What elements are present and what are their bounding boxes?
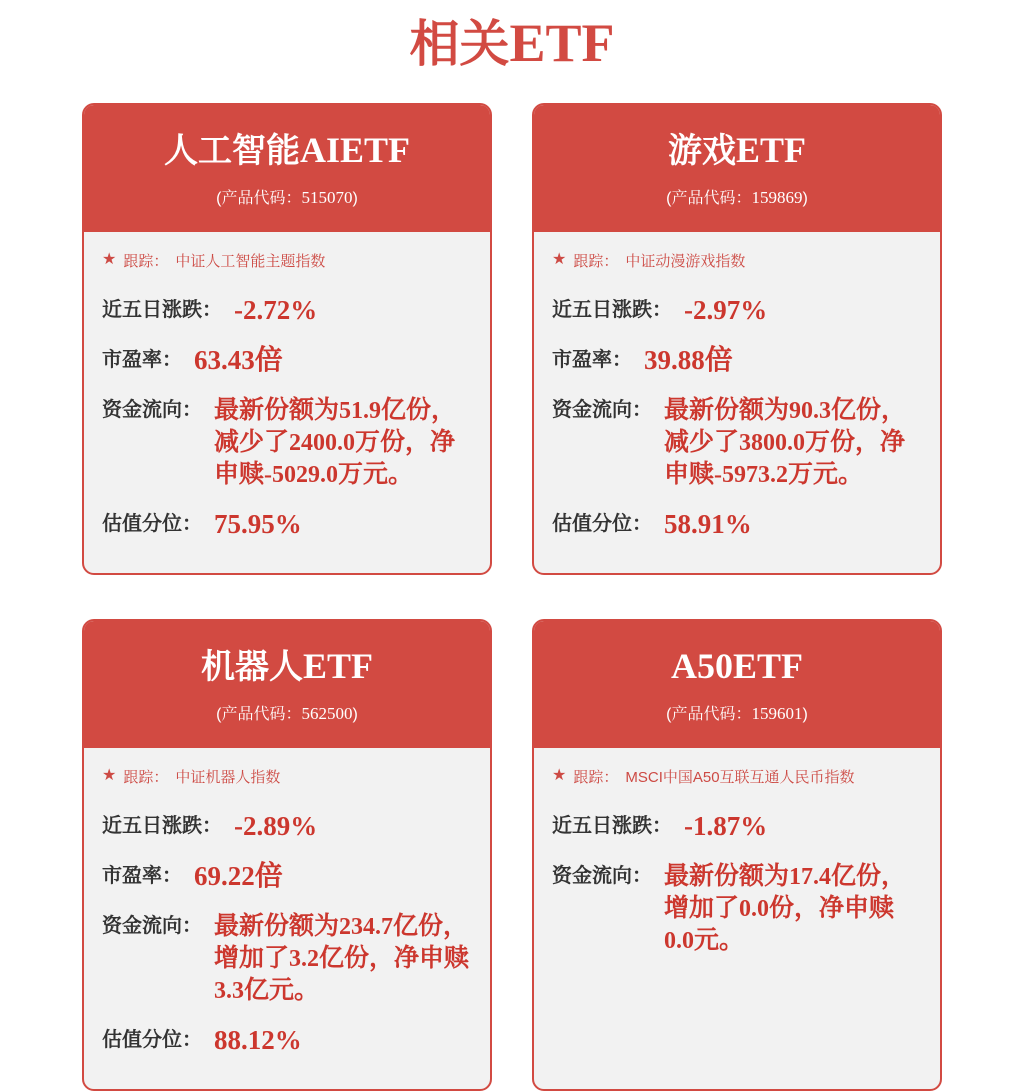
valuation-row: [102, 1025, 470, 1056]
valuation-label: 估值分位：: [102, 513, 202, 536]
flow-segment: 90.3: [789, 398, 832, 425]
card-body: [84, 748, 490, 1089]
product-code-prefix: (产品代码：: [666, 705, 752, 723]
product-code-suffix: ): [802, 705, 808, 723]
pe-number: 69.22: [194, 861, 255, 892]
etf-card: [532, 103, 942, 575]
pe-row: [102, 861, 470, 892]
etf-name: [94, 131, 480, 171]
flow-segment: -5973.2: [714, 461, 789, 488]
flow-segment: 万份，净申赎: [664, 427, 906, 488]
pe-label: 市盈率：: [102, 349, 182, 372]
product-code-suffix: ): [352, 705, 358, 723]
track-label: 跟踪：: [123, 768, 169, 786]
product-code: [94, 701, 480, 724]
product-code-number: 159869: [751, 187, 803, 207]
valuation-label: 估值分位：: [552, 513, 652, 536]
flow-segment: 亿份，减少了: [214, 396, 457, 456]
flow-segment: 万元。: [788, 459, 864, 488]
valuation-value: 88.12%: [214, 1025, 302, 1056]
pe-unit: 倍: [254, 860, 283, 892]
flow-segment: 3.2: [289, 945, 320, 972]
pe-value: [194, 345, 283, 376]
etf-name: [544, 647, 930, 687]
change-row: [102, 811, 470, 842]
flow-segment: 17.4: [789, 864, 832, 891]
flow-segment: 亿元。: [244, 975, 320, 1004]
flow-segment: 亿份，增加了: [214, 912, 469, 972]
flow-segment: 最新份额为: [214, 396, 340, 425]
pe-row: [102, 345, 470, 376]
product-code-prefix: (产品代码：: [216, 189, 302, 207]
flow-value: [664, 395, 920, 490]
valuation-row: [102, 509, 470, 540]
pe-row: [552, 345, 920, 376]
track-index: 中证人工智能主题指数: [175, 252, 326, 270]
etf-card-grid: [82, 103, 942, 1091]
flow-segment: -5029.0: [264, 461, 339, 488]
valuation-value: 58.91%: [664, 509, 752, 540]
etf-name-en: A50ETF: [670, 646, 803, 687]
flow-value: [664, 861, 920, 956]
change-value: -2.97%: [684, 294, 768, 325]
product-code: [94, 185, 480, 208]
product-code-suffix: ): [352, 189, 358, 207]
page-title-cn: 相关: [409, 16, 510, 72]
flow-row: [102, 911, 470, 1006]
flow-segment: 0.0: [664, 927, 694, 954]
change-row: [552, 295, 920, 326]
etf-name-cn: 机器人: [200, 648, 303, 687]
etf-name-cn: 人工智能: [163, 132, 300, 171]
track-row: [102, 250, 470, 271]
flow-segment: 元。: [694, 925, 745, 954]
card-body: [534, 232, 940, 573]
page-title: [0, 14, 1024, 73]
track-row: [102, 766, 470, 787]
valuation-row: [552, 509, 920, 540]
etf-name-cn: 游戏: [667, 132, 736, 171]
track-label: 跟踪：: [123, 252, 169, 270]
change-label: 近五日涨跌：: [552, 298, 672, 321]
etf-name-en: ETF: [735, 130, 806, 171]
pe-value: [644, 345, 733, 376]
flow-segment: 最新份额为: [664, 862, 790, 891]
card-header: [84, 621, 490, 748]
flow-segment: 2400.0: [289, 429, 356, 456]
track-index: MSCI中国A50互联互通人民币指数: [625, 768, 855, 786]
star-icon: ★: [552, 251, 567, 269]
flow-segment: 万份，净申赎: [214, 427, 456, 488]
flow-segment: 最新份额为: [664, 396, 790, 425]
change-label: 近五日涨跌：: [102, 298, 222, 321]
flow-segment: 3.3: [214, 977, 244, 1004]
valuation-value: 75.95%: [214, 509, 302, 540]
pe-unit: 倍: [254, 344, 283, 376]
change-row: [552, 811, 920, 842]
etf-name-en: ETF: [302, 646, 373, 687]
card-header: [534, 105, 940, 232]
track-label: 跟踪：: [573, 768, 619, 786]
track-index: 中证动漫游戏指数: [625, 252, 746, 270]
change-value: -2.89%: [234, 810, 318, 841]
pe-label: 市盈率：: [102, 865, 182, 888]
flow-segment: 亿份，增加了: [664, 862, 907, 922]
change-label: 近五日涨跌：: [102, 814, 222, 837]
change-value: -2.72%: [234, 294, 318, 325]
etf-name: [94, 647, 480, 687]
product-code-number: 515070: [301, 187, 353, 207]
change-value: -1.87%: [684, 810, 768, 841]
flow-label: 资金流向：: [552, 399, 652, 422]
etf-card: [532, 619, 942, 1091]
product-code: [544, 701, 930, 724]
product-code-prefix: (产品代码：: [666, 189, 752, 207]
flow-segment: 3800.0: [739, 429, 806, 456]
valuation-label: 估值分位：: [102, 1029, 202, 1052]
flow-value: [214, 395, 470, 490]
card-body: [534, 748, 940, 1089]
star-icon: ★: [102, 767, 117, 785]
card-header: [84, 105, 490, 232]
flow-row: [552, 395, 920, 490]
pe-label: 市盈率：: [552, 349, 632, 372]
page-title-en: ETF: [509, 13, 615, 73]
etf-name: [544, 131, 930, 171]
flow-segment: 最新份额为: [214, 912, 340, 941]
pe-number: 39.88: [644, 345, 705, 376]
product-code-number: 562500: [301, 703, 353, 723]
card-body: [84, 232, 490, 573]
flow-value: [214, 911, 470, 1006]
flow-label: 资金流向：: [102, 399, 202, 422]
star-icon: ★: [552, 767, 567, 785]
product-code-suffix: ): [802, 189, 808, 207]
product-code: [544, 185, 930, 208]
etf-name-en: AIETF: [299, 130, 411, 171]
pe-number: 63.43: [194, 345, 255, 376]
flow-segment: 亿份，净申赎: [319, 943, 470, 972]
flow-segment: 万元。: [338, 459, 414, 488]
etf-card: [82, 103, 492, 575]
flow-row: [102, 395, 470, 490]
flow-label: 资金流向：: [552, 865, 652, 888]
flow-row: [552, 861, 920, 956]
pe-value: [194, 861, 283, 892]
track-label: 跟踪：: [573, 252, 619, 270]
product-code-prefix: (产品代码：: [216, 705, 302, 723]
pe-unit: 倍: [704, 344, 733, 376]
track-row: [552, 250, 920, 271]
change-label: 近五日涨跌：: [552, 814, 672, 837]
flow-segment: 51.9: [339, 398, 382, 425]
flow-segment: 0.0: [739, 895, 770, 922]
star-icon: ★: [102, 251, 117, 269]
etf-card: [82, 619, 492, 1091]
flow-segment: 份，净申赎: [769, 893, 895, 922]
flow-segment: 亿份，减少了: [664, 396, 907, 456]
flow-segment: 234.7: [339, 914, 394, 941]
card-header: [534, 621, 940, 748]
flow-label: 资金流向：: [102, 915, 202, 938]
change-row: [102, 295, 470, 326]
track-index: 中证机器人指数: [175, 768, 281, 786]
product-code-number: 159601: [751, 703, 803, 723]
track-row: [552, 766, 920, 787]
